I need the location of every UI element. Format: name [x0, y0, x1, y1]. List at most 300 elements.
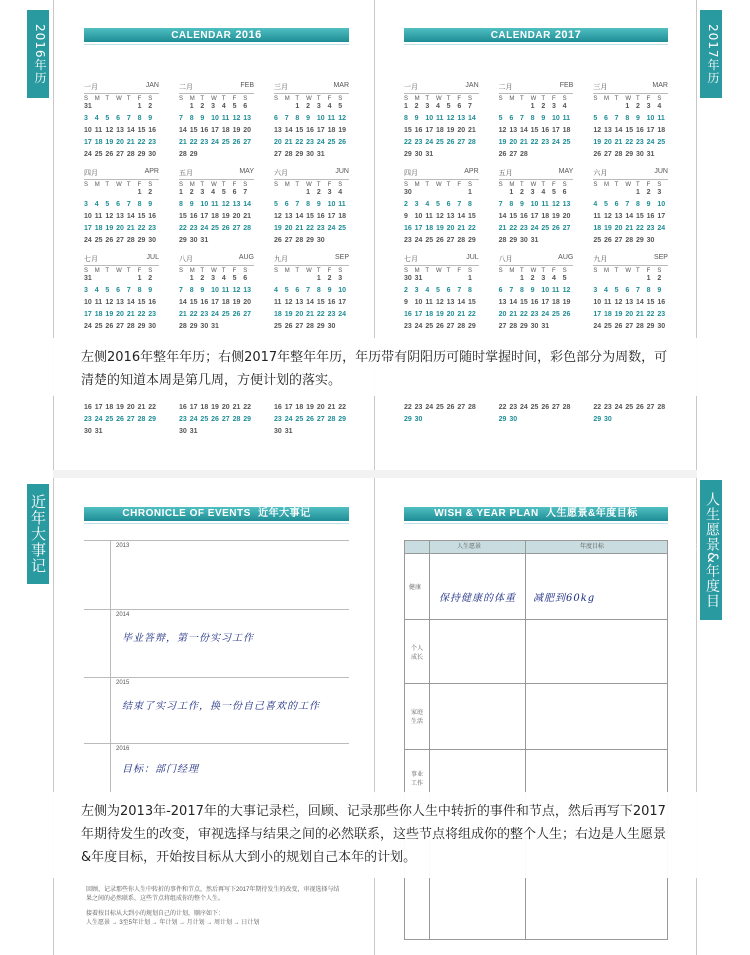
chronicle-entry-text: 毕业答辩，第一份实习工作	[122, 633, 254, 644]
weekday-label: F	[551, 268, 556, 274]
day-cell: 4	[94, 115, 99, 122]
day-cell: 23	[316, 225, 325, 232]
weekday-label: F	[137, 268, 142, 274]
day-cell: 28	[126, 151, 135, 158]
day-cell: 16	[148, 299, 157, 306]
day-cell: 24	[316, 139, 325, 146]
weekday-label: W	[306, 96, 312, 102]
day-cell: 20	[126, 404, 135, 411]
chronicle-year: 2014	[116, 612, 130, 618]
day-cell	[509, 103, 520, 110]
wish-title: WISH & YEAR PLAN	[434, 508, 539, 519]
day-cell: 3	[414, 201, 419, 208]
day-cell	[338, 237, 349, 244]
day-cell: 18	[295, 404, 304, 411]
month-name-en: APR	[144, 168, 159, 175]
weekday-label: M	[603, 96, 609, 102]
day-cell: 19	[306, 404, 314, 411]
day-cell: 1	[137, 275, 142, 282]
day-cell: 21	[126, 311, 135, 318]
month-block	[274, 254, 349, 338]
day-cell: 18	[274, 311, 282, 318]
day-cell: 20	[295, 311, 304, 318]
weekday-label: S	[404, 268, 409, 274]
day-cell	[285, 189, 296, 196]
calendar-title: CALENDAR	[490, 30, 551, 41]
day-cell: 14	[625, 213, 634, 220]
weekday-label: T	[519, 182, 524, 188]
day-cell: 24	[327, 225, 336, 232]
day-cell: 6	[446, 287, 451, 294]
day-cell: 8	[646, 287, 651, 294]
weekday-label: T	[200, 96, 205, 102]
day-cell: 7	[509, 287, 514, 294]
weekday-label: T	[221, 268, 226, 274]
month-name-en: JUL	[466, 254, 479, 261]
day-cell: 7	[519, 115, 524, 122]
day-cell: 26	[551, 225, 560, 232]
day-grid	[84, 404, 159, 435]
day-cell: 9	[414, 115, 419, 122]
day-cell: 26	[635, 404, 644, 411]
month-header	[499, 82, 574, 94]
month-block	[404, 254, 479, 338]
day-cell: 23	[148, 139, 157, 146]
day-cell	[593, 103, 604, 110]
day-cell: 8	[519, 287, 524, 294]
day-cell: 21	[137, 404, 146, 411]
day-cell: 31	[189, 428, 198, 435]
day-grid	[404, 404, 479, 423]
day-cell: 30	[148, 237, 157, 244]
weekday-label: S	[84, 268, 89, 274]
top-spine	[374, 0, 375, 470]
day-cell: 1	[306, 189, 311, 196]
chronicle-wish-caption: 左侧为2013年-2017年的大事记录栏，回顾、记录那些你人生中转折的事件和节点，然后再写下2017年期待发生的改变，审视选择与结果之间的必然联系，这些节点将组成你的整个人生；右边是人生愿景&年度目标，开始按目标从大到小的规划自己本年的计划。	[53, 792, 697, 878]
day-cell: 17	[646, 127, 655, 134]
day-cell: 6	[509, 115, 514, 122]
day-cell: 19	[603, 225, 612, 232]
day-cell: 24	[414, 237, 423, 244]
day-cell: 16	[414, 127, 423, 134]
day-cell: 28	[498, 237, 507, 244]
day-cell: 25	[435, 404, 444, 411]
day-cell	[447, 189, 458, 196]
month-header	[84, 168, 159, 180]
day-cell: 16	[316, 213, 325, 220]
day-cell: 12	[105, 213, 114, 220]
day-cell: 24	[614, 404, 623, 411]
weekday-label: M	[189, 268, 195, 274]
day-cell: 20	[509, 139, 518, 146]
day-cell: 24	[94, 416, 103, 423]
day-grid	[84, 103, 159, 158]
day-cell: 25	[327, 139, 336, 146]
day-cell: 27	[551, 404, 560, 411]
day-cell	[200, 428, 211, 435]
weekday-label: F	[457, 96, 461, 102]
day-cell: 3	[327, 189, 332, 196]
day-cell: 1	[137, 189, 142, 196]
day-cell: 28	[519, 151, 528, 158]
day-cell: 8	[635, 201, 640, 208]
day-cell: 25	[94, 151, 103, 158]
day-cell: 10	[316, 115, 325, 122]
day-cell: 31	[211, 323, 219, 330]
month-name-cn: 五月	[498, 170, 513, 177]
chronicle-row-2015	[84, 677, 349, 744]
day-cell: 27	[614, 237, 623, 244]
weekday-label: M	[414, 182, 420, 188]
day-cell: 18	[221, 299, 230, 306]
day-cell: 13	[274, 127, 282, 134]
weekday-label: F	[646, 182, 651, 188]
day-cell: 13	[284, 213, 293, 220]
month-name-en: JAN	[145, 82, 159, 89]
day-cell: 4	[425, 287, 430, 294]
wish-table	[404, 540, 668, 940]
day-cell: 3	[84, 115, 88, 122]
day-cell: 2	[404, 287, 408, 294]
day-cell: 30	[657, 323, 666, 330]
month-block	[84, 82, 159, 166]
day-cell: 31	[646, 151, 655, 158]
weekday-row	[84, 96, 159, 102]
day-cell: 5	[551, 189, 556, 196]
day-cell: 16	[148, 127, 157, 134]
day-cell: 24	[425, 139, 434, 146]
day-cell: 6	[446, 201, 451, 208]
weekday-label: S	[498, 96, 503, 102]
weekday-label: T	[221, 96, 226, 102]
day-cell: 30	[306, 151, 314, 158]
weekday-label: F	[457, 182, 461, 188]
day-cell: 7	[498, 201, 503, 208]
month-header	[274, 254, 349, 266]
day-cell	[563, 323, 574, 330]
day-cell	[436, 189, 447, 196]
day-cell	[436, 275, 447, 282]
day-cell: 10	[425, 115, 434, 122]
day-cell: 15	[316, 299, 325, 306]
day-cell: 15	[646, 299, 655, 306]
day-cell: 30	[148, 151, 157, 158]
day-cell: 24	[425, 404, 434, 411]
month-name-en: JUN	[654, 168, 668, 175]
weekday-label: S	[84, 96, 89, 102]
day-cell: 25	[274, 323, 282, 330]
day-cell: 25	[211, 225, 219, 232]
day-cell: 5	[284, 287, 289, 294]
day-cell: 23	[635, 139, 644, 146]
day-cell: 11	[94, 213, 103, 220]
day-cell	[95, 189, 106, 196]
weekday-label: T	[541, 96, 545, 102]
day-cell	[531, 416, 542, 423]
day-cell: 31	[414, 275, 423, 282]
day-cell: 22	[338, 404, 347, 411]
weekday-row	[404, 96, 479, 102]
day-cell: 31	[94, 428, 103, 435]
day-cell	[509, 275, 520, 282]
day-cell: 16	[541, 127, 550, 134]
day-cell	[179, 103, 190, 110]
day-cell: 22	[295, 139, 304, 146]
day-cell: 10	[551, 115, 560, 122]
day-cell: 18	[425, 225, 434, 232]
day-cell	[468, 151, 479, 158]
day-cell: 26	[498, 151, 507, 158]
day-cell: 26	[338, 139, 347, 146]
day-cell	[243, 237, 254, 244]
day-cell: 9	[404, 213, 408, 220]
day-cell: 7	[467, 103, 472, 110]
weekday-label: W	[625, 96, 631, 102]
day-cell: 22	[148, 404, 157, 411]
weekday-label: M	[414, 96, 420, 102]
day-cell: 11	[425, 213, 433, 220]
weekday-label: W	[116, 96, 122, 102]
day-cell: 20	[116, 311, 124, 318]
day-cell: 29	[519, 323, 528, 330]
day-cell	[127, 275, 138, 282]
day-cell: 21	[126, 139, 135, 146]
weekday-label: T	[295, 182, 300, 188]
wish-row-label: 事业工作	[411, 772, 424, 787]
month-header	[499, 168, 574, 180]
day-cell	[436, 151, 447, 158]
day-cell: 1	[295, 103, 300, 110]
day-cell: 10	[657, 201, 666, 208]
day-cell	[615, 275, 626, 282]
month-header	[179, 82, 254, 94]
day-cell: 16	[327, 299, 336, 306]
weekday-label: T	[200, 182, 205, 188]
tab-2017-calendar: 2017年历	[700, 10, 722, 98]
day-cell: 4	[657, 103, 662, 110]
weekday-label: S	[498, 268, 503, 274]
day-cell	[593, 275, 604, 282]
day-cell: 29	[137, 237, 146, 244]
day-cell	[615, 103, 626, 110]
day-cell: 10	[530, 201, 539, 208]
day-cell: 12	[614, 299, 623, 306]
day-cell	[105, 103, 116, 110]
weekday-label: W	[625, 268, 631, 274]
weekday-label: T	[316, 96, 321, 102]
day-cell: 10	[327, 201, 336, 208]
day-cell: 12	[105, 299, 114, 306]
month-name-en: MAR	[333, 82, 349, 89]
day-cell: 28	[614, 151, 623, 158]
month-name-cn: 八月	[179, 256, 193, 263]
calendar-2016-header	[84, 28, 349, 42]
day-cell: 15	[635, 213, 644, 220]
day-cell: 9	[200, 287, 205, 294]
day-cell: 12	[562, 287, 571, 294]
day-cell: 23	[509, 404, 518, 411]
wish-table-rule	[405, 683, 667, 684]
day-cell: 29	[179, 237, 187, 244]
day-cell: 11	[94, 299, 103, 306]
day-cell: 23	[603, 404, 612, 411]
chronicle-row-2013	[84, 540, 349, 611]
day-cell: 28	[284, 151, 293, 158]
day-cell: 23	[519, 225, 528, 232]
day-cell: 12	[435, 299, 444, 306]
day-cell: 27	[446, 237, 455, 244]
day-cell: 22	[189, 139, 198, 146]
day-cell	[243, 428, 254, 435]
weekday-label: S	[243, 268, 248, 274]
day-cell: 23	[274, 416, 282, 423]
day-cell: 22	[625, 139, 634, 146]
day-cell: 11	[657, 115, 665, 122]
weekday-row	[593, 96, 668, 102]
day-cell: 25	[603, 323, 612, 330]
day-cell: 29	[306, 237, 314, 244]
day-cell: 11	[562, 115, 571, 122]
day-cell	[552, 416, 563, 423]
day-cell: 19	[593, 139, 602, 146]
day-cell: 2	[414, 103, 419, 110]
day-cell: 9	[148, 287, 153, 294]
weekday-label: T	[635, 268, 640, 274]
weekday-label: W	[435, 96, 442, 102]
day-cell: 5	[105, 115, 110, 122]
weekday-label: W	[306, 182, 312, 188]
day-cell: 29	[316, 323, 325, 330]
day-cell: 13	[295, 299, 304, 306]
day-cell: 27	[562, 225, 571, 232]
day-cell: 22	[404, 139, 412, 146]
month-name-en: MAR	[652, 82, 668, 89]
day-cell: 8	[137, 287, 142, 294]
day-cell: 15	[137, 127, 146, 134]
month-name-en: MAY	[239, 168, 254, 175]
month-block	[274, 82, 349, 166]
day-cell	[233, 237, 244, 244]
month-name-en: FEB	[559, 82, 574, 89]
month-header	[84, 254, 159, 266]
day-cell	[563, 416, 574, 423]
weekday-label: F	[646, 96, 651, 102]
day-cell: 25	[338, 225, 347, 232]
day-cell: 5	[446, 103, 451, 110]
day-grid	[274, 275, 349, 330]
day-cell: 23	[404, 323, 412, 330]
spread-divider	[53, 470, 697, 478]
day-cell: 25	[657, 139, 666, 146]
day-cell: 19	[338, 127, 347, 134]
day-cell: 2	[306, 103, 311, 110]
wish-row-label: 个人成长	[411, 646, 424, 661]
weekday-label: F	[551, 182, 556, 188]
day-cell: 29	[467, 323, 476, 330]
day-cell: 18	[94, 225, 103, 232]
day-cell: 20	[446, 311, 455, 318]
day-cell: 15	[509, 213, 518, 220]
day-cell: 12	[232, 115, 241, 122]
day-cell: 25	[593, 237, 602, 244]
day-cell: 25	[541, 225, 550, 232]
day-cell: 9	[541, 115, 546, 122]
day-cell	[328, 151, 339, 158]
day-cell: 19	[105, 225, 114, 232]
day-cell: 11	[425, 299, 433, 306]
day-cell: 30	[635, 151, 644, 158]
day-cell: 6	[603, 115, 608, 122]
day-cell: 23	[646, 225, 655, 232]
day-grid	[499, 275, 574, 330]
day-cell: 3	[200, 189, 205, 196]
day-cell: 22	[137, 225, 146, 232]
weekday-label: T	[221, 182, 226, 188]
day-cell: 5	[593, 115, 598, 122]
month-name-cn: 八月	[498, 256, 513, 263]
day-cell: 9	[148, 201, 153, 208]
day-cell: 14	[457, 213, 466, 220]
day-cell: 5	[562, 275, 567, 282]
weekday-label: T	[295, 96, 300, 102]
month-name-en: AUG	[238, 254, 254, 261]
weekday-label: F	[232, 182, 237, 188]
day-cell: 21	[519, 139, 528, 146]
weekday-label: T	[425, 268, 429, 274]
day-cell: 4	[541, 189, 546, 196]
day-cell	[105, 428, 116, 435]
weekday-label: T	[295, 268, 300, 274]
day-cell: 4	[94, 201, 99, 208]
day-cell	[95, 275, 106, 282]
day-cell: 7	[179, 287, 183, 294]
weekday-label: T	[635, 182, 640, 188]
month-name-cn: 六月	[274, 170, 288, 177]
day-cell	[657, 416, 668, 423]
day-cell: 21	[625, 225, 634, 232]
day-cell: 18	[105, 404, 114, 411]
month-name-cn: 一月	[84, 84, 98, 91]
day-cell: 15	[137, 299, 146, 306]
month-name-en: MAY	[558, 168, 574, 175]
day-cell: 20	[498, 311, 507, 318]
day-cell	[425, 275, 436, 282]
day-cell: 13	[509, 127, 518, 134]
day-cell	[499, 189, 510, 196]
day-cell: 15	[189, 127, 198, 134]
day-cell	[285, 275, 296, 282]
day-cell: 20	[243, 127, 252, 134]
day-cell: 11	[211, 201, 219, 208]
day-cell: 9	[148, 115, 153, 122]
day-cell: 9	[530, 287, 535, 294]
day-cell: 27	[116, 323, 124, 330]
day-cell: 22	[646, 311, 655, 318]
weekday-label: M	[94, 182, 100, 188]
weekday-label: T	[519, 268, 524, 274]
day-cell: 18	[221, 127, 230, 134]
day-cell: 15	[179, 213, 187, 220]
day-cell	[317, 428, 328, 435]
month-name-cn: 四月	[404, 170, 418, 177]
day-cell: 14	[614, 127, 623, 134]
weekday-row	[593, 268, 668, 274]
day-cell: 10	[646, 115, 655, 122]
day-cell: 7	[126, 201, 131, 208]
day-cell: 2	[148, 103, 153, 110]
day-cell	[499, 103, 510, 110]
day-cell: 9	[519, 201, 524, 208]
